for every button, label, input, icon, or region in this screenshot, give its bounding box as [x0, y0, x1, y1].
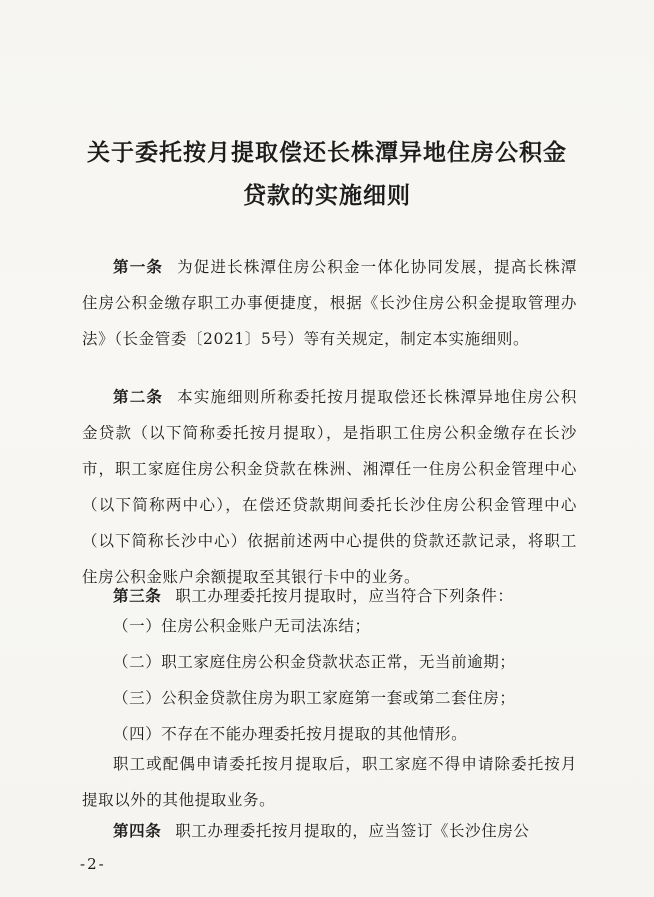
condition-4: （四）不存在不能办理委托按月提取的其他情形。: [113, 725, 468, 743]
article-4-label: 第四条: [113, 821, 162, 840]
article-3-note: 职工或配偶申请委托按月提取后，职工家庭不得申请除委托按月提取以外的其他提取业务。: [82, 755, 577, 809]
article-4-text: 职工办理委托按月提取的，应当签订《长沙住房公: [175, 822, 530, 840]
article-3-label: 第三条: [113, 586, 162, 605]
document-title-line2: 贷款的实施细则: [243, 182, 411, 209]
condition-1: （一）住房公积金账户无司法冻结；: [113, 617, 371, 635]
page-number: -2-: [80, 855, 106, 873]
condition-3: （三）公积金贷款住房为职工家庭第一套或第二套住房；: [113, 689, 516, 707]
article-1-text: 为促进长株潭住房公积金一体化协同发展，提高长株潭住房公积金缴存职工办事便捷度，根据《长沙住房公积金提取管理办法》（长金管委〔2021〕5号）等有关规定，制定本实施细则。: [82, 258, 577, 348]
article-4: [82, 813, 577, 849]
article-2-label: 第二条: [113, 387, 164, 406]
article-1: [82, 249, 577, 357]
article-2-text: 本实施细则所称委托按月提取偿还长株潭异地住房公积金贷款（以下简称委托按月提取），是指职工住房公积金缴存在长沙市，职工家庭住房公积金贷款在株洲、湘潭任一住房公积金管理中心（以下简称两中心），在偿还贷款期间委托长沙住房公积金管理中心（以下简称长沙中心）依据前述两中心提供的贷款还款记录，将职工住房公积金账户余额提取至其银行卡中的业务。: [82, 388, 577, 586]
document-title-line1: 关于委托按月提取偿还长株潭异地住房公积金: [87, 139, 567, 166]
article-1-label: 第一条: [113, 257, 164, 276]
condition-2: （二）职工家庭住房公积金贷款状态正常，无当前逾期；: [113, 653, 516, 671]
article-3-text: 职工办理委托按月提取时，应当符合下列条件：: [175, 587, 514, 605]
article-2: [82, 379, 577, 595]
